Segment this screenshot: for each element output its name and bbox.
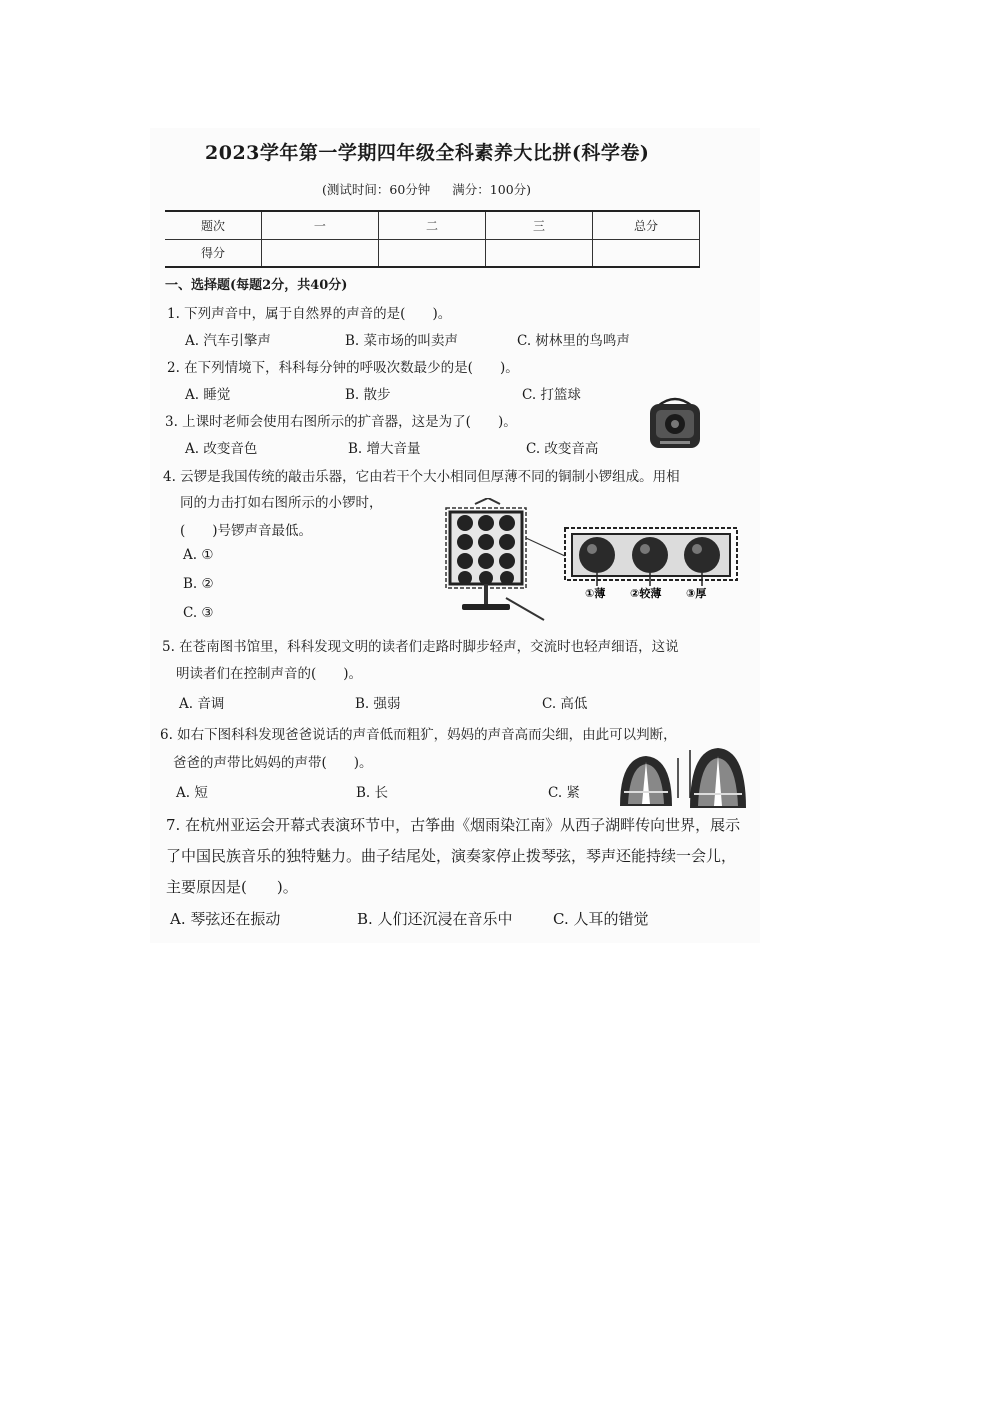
question-4-option-b[interactable]: B. ② bbox=[183, 576, 214, 592]
question-4-stem-line-1: 4. 云锣是我国传统的敲击乐器，它由若干个大小相同但厚薄不同的铜制小锣组成。用相 bbox=[163, 469, 680, 485]
yunluo-label-1: ①薄 bbox=[585, 587, 606, 600]
question-3-stem: 3. 上课时老师会使用右图所示的扩音器，这是为了( )。 bbox=[165, 414, 517, 430]
question-1-option-c[interactable]: C. 树林里的鸟鸣声 bbox=[517, 333, 630, 349]
question-7-stem-line-3: 主要原因是( )。 bbox=[166, 878, 298, 896]
question-7-option-b[interactable]: B. 人们还沉浸在音乐中 bbox=[357, 910, 513, 928]
question-7-option-c[interactable]: C. 人耳的错觉 bbox=[553, 910, 649, 928]
question-2-option-a[interactable]: A. 睡觉 bbox=[185, 387, 231, 403]
score-row-label: 得分 bbox=[165, 239, 261, 267]
question-2-option-c[interactable]: C. 打篮球 bbox=[522, 387, 581, 403]
question-7-stem-line-2: 了中国民族音乐的独特魅力。曲子结尾处，演奏家停止拨琴弦，琴声还能持续一会儿， bbox=[166, 847, 737, 865]
vocal-cords-icon bbox=[614, 748, 750, 810]
yunluo-instrument-icon bbox=[440, 498, 740, 623]
score-header-cell: 二 bbox=[378, 211, 485, 239]
question-6-option-c[interactable]: C. 紧 bbox=[548, 785, 580, 801]
yunluo-label-3: ③厚 bbox=[686, 587, 707, 600]
score-table-header-row bbox=[165, 211, 700, 239]
question-4-stem-line-2: 同的力击打如右图所示的小锣时， bbox=[180, 495, 383, 511]
score-input-cell[interactable] bbox=[485, 239, 592, 267]
score-header-cell: 题次 bbox=[165, 211, 261, 239]
question-2-option-b[interactable]: B. 散步 bbox=[345, 387, 391, 403]
question-6-option-b[interactable]: B. 长 bbox=[356, 785, 389, 801]
score-input-cell[interactable] bbox=[378, 239, 485, 267]
question-7-option-a[interactable]: A. 琴弦还在振动 bbox=[170, 910, 281, 928]
score-table-score-row bbox=[165, 239, 700, 267]
exam-subtitle bbox=[322, 180, 531, 198]
question-1-option-b[interactable]: B. 菜市场的叫卖声 bbox=[345, 333, 459, 349]
question-4-option-a[interactable]: A. ① bbox=[183, 547, 214, 563]
score-header-cell: 三 bbox=[485, 211, 592, 239]
question-7-stem-line-1: 7. 在杭州亚运会开幕式表演环节中，古筝曲《烟雨染江南》从西子湖畔传向世界，展示 bbox=[166, 816, 741, 834]
score-input-cell[interactable] bbox=[261, 239, 378, 267]
question-4-option-c[interactable]: C. ③ bbox=[183, 605, 214, 621]
question-1-option-a[interactable]: A. 汽车引擎声 bbox=[185, 333, 271, 349]
score-table bbox=[165, 210, 700, 268]
question-2-stem: 2. 在下列情境下，科科每分钟的呼吸次数最少的是( )。 bbox=[167, 360, 519, 376]
question-6-stem-line-1: 6. 如右下图科科发现爸爸说话的声音低而粗犷，妈妈的声音高而尖细，由此可以判断， bbox=[160, 727, 677, 743]
exam-score-info: 满分：100分) bbox=[452, 182, 532, 197]
question-5-stem-line-1: 5. 在苍南图书馆里，科科发现文明的读者们走路时脚步轻声，交流时也轻声细语，这说 bbox=[162, 639, 679, 655]
question-5-option-b[interactable]: B. 强弱 bbox=[355, 696, 401, 712]
question-1-stem: 1. 下列声音中，属于自然界的声音的是( )。 bbox=[167, 306, 452, 322]
question-5-option-c[interactable]: C. 高低 bbox=[542, 696, 588, 712]
question-3-option-b[interactable]: B. 增大音量 bbox=[348, 441, 421, 457]
question-5-option-a[interactable]: A. 音调 bbox=[179, 696, 225, 712]
question-5-stem-line-2: 明读者们在控制声音的( )。 bbox=[176, 666, 363, 682]
question-4-stem-line-3: ( )号锣声音最低。 bbox=[180, 523, 313, 539]
section-heading: 一、选择题(每题2分，共40分) bbox=[165, 278, 348, 293]
exam-title: 2023学年第一学期四年级全科素养大比拼(科学卷) bbox=[205, 142, 650, 164]
question-3-option-a[interactable]: A. 改变音色 bbox=[185, 441, 258, 457]
exam-time-info: (测试时间：60分钟 bbox=[322, 182, 431, 197]
score-header-cell: 一 bbox=[261, 211, 378, 239]
score-input-cell[interactable] bbox=[592, 239, 699, 267]
question-6-stem-line-2: 爸爸的声带比妈妈的声带( )。 bbox=[173, 755, 373, 771]
loudspeaker-icon bbox=[640, 390, 710, 454]
yunluo-label-2: ②较薄 bbox=[630, 587, 662, 600]
question-3-option-c[interactable]: C. 改变音高 bbox=[526, 441, 599, 457]
question-6-option-a[interactable]: A. 短 bbox=[176, 785, 208, 801]
score-header-cell: 总分 bbox=[592, 211, 699, 239]
